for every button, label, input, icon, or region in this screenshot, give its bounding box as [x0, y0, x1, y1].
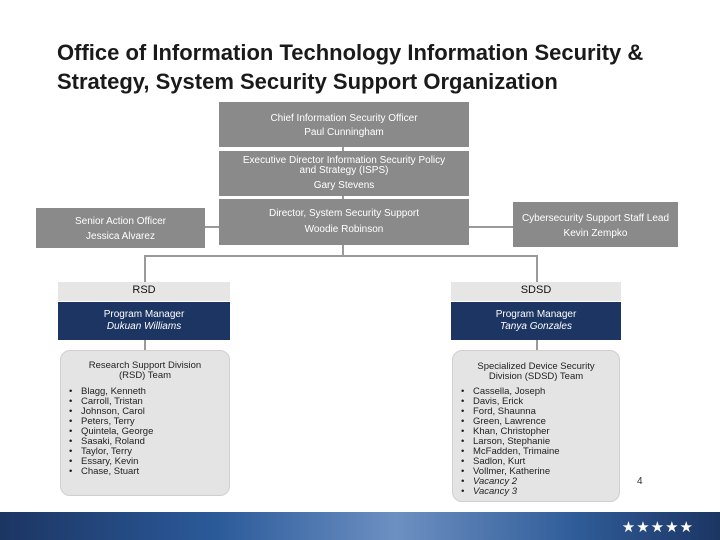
director-box: [219, 199, 469, 245]
connector-rsd: [144, 255, 146, 282]
exec-director-role-line1: Executive Director Information Security Policy: [242, 155, 446, 166]
senior-action-officer-box: [36, 208, 205, 248]
rsd-label-box: [58, 282, 230, 301]
list-item: • Larson, Stephanie: [473, 437, 619, 447]
rsd-member-list: [61, 387, 229, 477]
cyber-role: Cybersecurity Support Staff Lead: [521, 213, 670, 224]
list-item: • Green, Lawrence: [473, 417, 619, 427]
list-item: • Davis, Erick: [473, 397, 619, 407]
director-name: Woodie Robinson: [304, 224, 384, 235]
connector-cyber: [469, 226, 513, 228]
connector-divisions-horizontal: [144, 255, 538, 257]
sdsd-pm-box: [451, 302, 621, 340]
connector-sao: [205, 226, 219, 228]
sao-role: Senior Action Officer: [75, 216, 166, 227]
sdsd-member-list: [453, 387, 619, 497]
list-item: • Blagg, Kenneth: [81, 387, 229, 397]
list-item-vacancy: • Vacancy 3: [473, 487, 619, 497]
list-item: • Quintela, George: [81, 427, 229, 437]
footer-bar: [0, 512, 720, 540]
list-item: • Sasaki, Roland: [81, 437, 229, 447]
rsd-pm-box: [58, 302, 230, 340]
ciso-role: Chief Information Security Officer: [270, 113, 418, 124]
list-item: • Ford, Shaunna: [473, 407, 619, 417]
sdsd-pm-title: Program Manager: [495, 309, 577, 320]
list-item: • Vollmer, Katherine: [473, 467, 619, 477]
list-item: • Sadlon, Kurt: [473, 457, 619, 467]
ciso-box: [219, 102, 469, 147]
list-item: • Khan, Christopher: [473, 427, 619, 437]
sdsd-team-title-line2: Division (SDSD) Team: [488, 371, 584, 382]
exec-director-name: Gary Stevens: [313, 180, 375, 191]
list-item: • Chase, Stuart: [81, 467, 229, 477]
exec-director-role-line2: and Strategy (ISPS): [299, 165, 389, 176]
connector-rsd-team: [144, 340, 146, 350]
connector-sdsd: [536, 255, 538, 282]
list-item: • McFadden, Trimaine: [473, 447, 619, 457]
list-item: • Peters, Terry: [81, 417, 229, 427]
sdsd-label-box: [451, 282, 621, 301]
list-item: • Johnson, Carol: [81, 407, 229, 417]
page-title: Office of Information Technology Information Security & Strategy, System Security Support Organization: [57, 40, 644, 94]
rsd-team-title-line2: (RSD) Team: [118, 370, 172, 381]
rsd-label: RSD: [132, 284, 156, 296]
sao-name: Jessica Alvarez: [86, 231, 155, 242]
page-number: 4: [637, 476, 643, 487]
stars-logo: ★★★★★: [621, 519, 694, 536]
sdsd-pm-name: Tanya Gonzales: [500, 321, 572, 332]
rsd-pm-title: Program Manager: [103, 309, 185, 320]
director-role: Director, System Security Support: [268, 208, 420, 219]
sdsd-label: SDSD: [520, 284, 552, 296]
exec-director-box: [219, 151, 469, 196]
connector-sdsd-team: [536, 340, 538, 350]
list-item: • Essary, Kevin: [81, 457, 229, 467]
sdsd-team-title-line1: Specialized Device Security: [477, 361, 595, 372]
rsd-team-box: [60, 350, 230, 496]
list-item: • Carroll, Tristan: [81, 397, 229, 407]
rsd-pm-name: Dukuan Williams: [106, 321, 182, 332]
cyber-lead-box: [513, 202, 678, 247]
sdsd-team-box: [452, 350, 620, 502]
cyber-name: Kevin Zempko: [563, 228, 628, 239]
list-item: • Cassella, Joseph: [473, 387, 619, 397]
ciso-name: Paul Cunningham: [304, 127, 384, 138]
rsd-team-title-line1: Research Support Division: [88, 360, 202, 371]
list-item: • Taylor, Terry: [81, 447, 229, 457]
list-item-vacancy: • Vacancy 2: [473, 477, 619, 487]
